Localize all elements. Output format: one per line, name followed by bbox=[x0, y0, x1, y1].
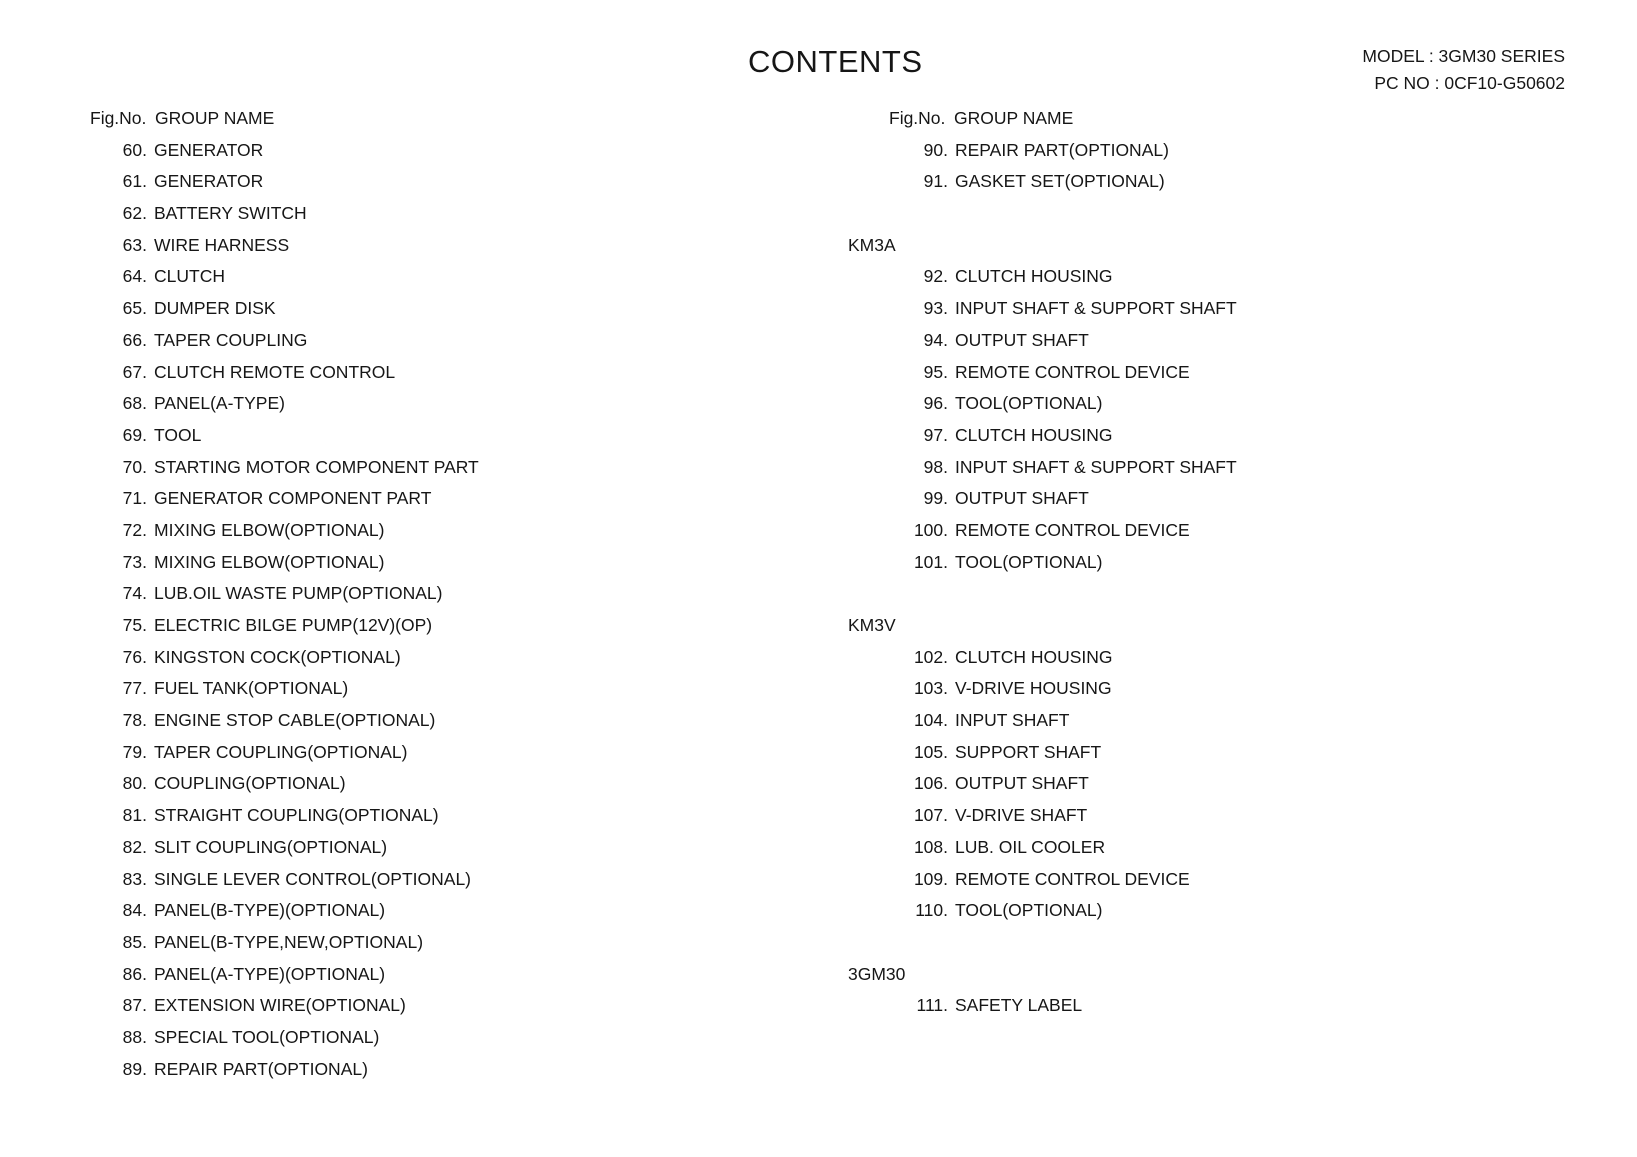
fig-no: 93. bbox=[923, 298, 948, 319]
toc-item bbox=[90, 1054, 479, 1086]
fig-no: 107. bbox=[913, 805, 948, 826]
fig-no: 80. bbox=[122, 773, 147, 794]
group-name: CLUTCH HOUSING bbox=[955, 646, 1113, 667]
section-label: KM3V bbox=[848, 615, 896, 635]
group-name: V-DRIVE HOUSING bbox=[955, 678, 1112, 699]
group-name: SUPPORT SHAFT bbox=[955, 741, 1102, 762]
toc-item bbox=[848, 832, 1237, 864]
toc-list-right bbox=[848, 135, 1237, 1022]
fig-no: 62. bbox=[122, 203, 147, 224]
fig-no: 96. bbox=[923, 393, 948, 414]
fig-no: 97. bbox=[923, 424, 948, 445]
column-header-right bbox=[848, 103, 1237, 135]
toc-item bbox=[848, 705, 1237, 737]
row-spacer bbox=[848, 927, 1237, 959]
toc-item bbox=[90, 578, 479, 610]
group-name-header: GROUP NAME bbox=[954, 108, 1074, 128]
group-name: REPAIR PART(OPTIONAL) bbox=[154, 1058, 368, 1079]
toc-item bbox=[848, 420, 1237, 452]
group-name: REPAIR PART(OPTIONAL) bbox=[955, 139, 1169, 160]
toc-list-left bbox=[90, 135, 479, 1086]
toc-item bbox=[848, 642, 1237, 674]
group-name: CLUTCH HOUSING bbox=[955, 266, 1113, 287]
group-name: TOOL(OPTIONAL) bbox=[955, 393, 1103, 414]
group-name: SPECIAL TOOL(OPTIONAL) bbox=[154, 1026, 380, 1047]
fig-no: 92. bbox=[923, 266, 948, 287]
fig-no: 64. bbox=[122, 266, 147, 287]
fig-no: 100. bbox=[913, 519, 948, 540]
toc-item bbox=[848, 135, 1237, 167]
fig-no-header: Fig.No. bbox=[90, 108, 147, 128]
group-name: INPUT SHAFT & SUPPORT SHAFT bbox=[955, 456, 1237, 477]
toc-item bbox=[90, 388, 479, 420]
toc-item bbox=[90, 895, 479, 927]
fig-no: 68. bbox=[122, 393, 147, 414]
fig-no: 76. bbox=[122, 646, 147, 667]
fig-no: 89. bbox=[122, 1058, 147, 1079]
fig-no: 95. bbox=[923, 361, 948, 382]
group-name: STARTING MOTOR COMPONENT PART bbox=[154, 456, 479, 477]
toc-item bbox=[848, 673, 1237, 705]
fig-no: 79. bbox=[122, 741, 147, 762]
fig-no: 69. bbox=[122, 424, 147, 445]
toc-column-right bbox=[848, 103, 1237, 1022]
toc-item bbox=[90, 768, 479, 800]
fig-no-header: Fig.No. bbox=[889, 108, 946, 128]
group-name: MIXING ELBOW(OPTIONAL) bbox=[154, 519, 385, 540]
toc-item bbox=[848, 166, 1237, 198]
fig-no: 83. bbox=[122, 868, 147, 889]
row-spacer bbox=[848, 578, 1237, 610]
fig-no: 111. bbox=[916, 995, 948, 1016]
fig-no: 101. bbox=[913, 551, 948, 572]
group-name: DUMPER DISK bbox=[154, 298, 276, 319]
section-heading bbox=[848, 610, 1237, 642]
fig-no: 77. bbox=[122, 678, 147, 699]
toc-item bbox=[90, 673, 479, 705]
group-name: SINGLE LEVER CONTROL(OPTIONAL) bbox=[154, 868, 472, 889]
fig-no: 94. bbox=[923, 329, 948, 350]
toc-item bbox=[90, 705, 479, 737]
row-spacer bbox=[848, 198, 1237, 230]
group-name: SLIT COUPLING(OPTIONAL) bbox=[154, 836, 388, 857]
toc-item bbox=[90, 230, 479, 262]
toc-item bbox=[848, 547, 1237, 579]
group-name: GENERATOR bbox=[154, 139, 264, 160]
toc-item bbox=[848, 325, 1237, 357]
fig-no: 86. bbox=[122, 963, 147, 984]
group-name: OUTPUT SHAFT bbox=[955, 329, 1089, 350]
fig-no: 84. bbox=[122, 900, 147, 921]
fig-no: 72. bbox=[122, 519, 147, 540]
toc-item bbox=[90, 990, 479, 1022]
toc-item bbox=[848, 800, 1237, 832]
toc-item bbox=[90, 293, 479, 325]
toc-item bbox=[90, 198, 479, 230]
fig-no: 90. bbox=[923, 139, 948, 160]
group-name: PANEL(A-TYPE)(OPTIONAL) bbox=[154, 963, 386, 984]
toc-item bbox=[90, 959, 479, 991]
toc-item bbox=[90, 1022, 479, 1054]
toc-item bbox=[90, 800, 479, 832]
fig-no: 85. bbox=[122, 931, 147, 952]
fig-no: 65. bbox=[122, 298, 147, 319]
toc-item bbox=[90, 642, 479, 674]
pc-no-line: PC NO : 0CF10-G50602 bbox=[1374, 73, 1565, 93]
toc-item bbox=[90, 452, 479, 484]
toc-item bbox=[848, 452, 1237, 484]
group-name: LUB. OIL COOLER bbox=[955, 836, 1106, 857]
group-name: STRAIGHT COUPLING(OPTIONAL) bbox=[154, 805, 439, 826]
fig-no: 110. bbox=[915, 900, 948, 921]
toc-item bbox=[848, 357, 1237, 389]
toc-item bbox=[848, 483, 1237, 515]
fig-no: 71. bbox=[122, 488, 147, 509]
toc-item bbox=[90, 515, 479, 547]
toc-item bbox=[90, 832, 479, 864]
group-name: ELECTRIC BILGE PUMP(12V)(OP) bbox=[154, 615, 433, 635]
fig-no: 73. bbox=[122, 551, 147, 572]
group-name-header: GROUP NAME bbox=[155, 108, 275, 128]
group-name: INPUT SHAFT bbox=[955, 710, 1070, 731]
toc-item bbox=[90, 483, 479, 515]
fig-no: 98. bbox=[923, 456, 948, 477]
group-name: INPUT SHAFT & SUPPORT SHAFT bbox=[955, 298, 1237, 319]
group-name: TOOL(OPTIONAL) bbox=[955, 551, 1103, 572]
toc-item bbox=[848, 895, 1237, 927]
fig-no: 108. bbox=[913, 836, 948, 857]
group-name: TAPER COUPLING bbox=[154, 329, 308, 350]
toc-item bbox=[90, 547, 479, 579]
toc-item bbox=[848, 515, 1237, 547]
toc-item bbox=[848, 864, 1237, 896]
fig-no: 104. bbox=[913, 710, 948, 731]
toc-item bbox=[90, 927, 479, 959]
group-name: BATTERY SWITCH bbox=[154, 203, 307, 224]
fig-no: 74. bbox=[122, 583, 147, 604]
toc-item bbox=[90, 420, 479, 452]
fig-no: 70. bbox=[122, 456, 147, 477]
fig-no: 105. bbox=[913, 741, 948, 762]
fig-no: 91. bbox=[923, 171, 948, 192]
group-name: COUPLING(OPTIONAL) bbox=[154, 773, 346, 794]
toc-item bbox=[848, 768, 1237, 800]
group-name: SAFETY LABEL bbox=[955, 995, 1083, 1016]
fig-no: 99. bbox=[923, 488, 948, 509]
fig-no: 78. bbox=[122, 710, 147, 731]
toc-item bbox=[90, 737, 479, 769]
toc-item bbox=[848, 737, 1237, 769]
fig-no: 63. bbox=[122, 234, 147, 255]
toc-item bbox=[90, 325, 479, 357]
group-name: PANEL(B-TYPE,NEW,OPTIONAL) bbox=[154, 931, 424, 952]
group-name: PANEL(A-TYPE) bbox=[154, 393, 285, 414]
section-label: 3GM30 bbox=[848, 963, 906, 984]
section-heading bbox=[848, 959, 1237, 991]
fig-no: 66. bbox=[122, 329, 147, 350]
fig-no: 60. bbox=[122, 139, 147, 160]
group-name: V-DRIVE SHAFT bbox=[955, 805, 1088, 826]
group-name: CLUTCH REMOTE CONTROL bbox=[154, 361, 396, 382]
group-name: GENERATOR bbox=[154, 171, 264, 192]
section-heading bbox=[848, 230, 1237, 262]
toc-item bbox=[90, 166, 479, 198]
group-name: OUTPUT SHAFT bbox=[955, 488, 1089, 509]
toc-item bbox=[848, 990, 1237, 1022]
fig-no: 67. bbox=[122, 361, 147, 382]
group-name: CLUTCH bbox=[154, 266, 225, 287]
group-name: KINGSTON COCK(OPTIONAL) bbox=[154, 646, 401, 667]
group-name: MIXING ELBOW(OPTIONAL) bbox=[154, 551, 385, 572]
fig-no: 106. bbox=[913, 773, 948, 794]
group-name: FUEL TANK(OPTIONAL) bbox=[154, 678, 349, 699]
group-name: GASKET SET(OPTIONAL) bbox=[955, 171, 1165, 192]
fig-no: 102. bbox=[913, 646, 948, 667]
group-name: PANEL(B-TYPE)(OPTIONAL) bbox=[154, 900, 386, 921]
fig-no: 61. bbox=[122, 171, 147, 192]
model-info-block bbox=[1362, 43, 1565, 97]
toc-item bbox=[90, 135, 479, 167]
fig-no: 103. bbox=[913, 678, 948, 699]
toc-item bbox=[848, 388, 1237, 420]
group-name: GENERATOR COMPONENT PART bbox=[154, 488, 432, 509]
group-name: EXTENSION WIRE(OPTIONAL) bbox=[154, 995, 406, 1016]
toc-item bbox=[848, 293, 1237, 325]
toc-item bbox=[90, 357, 479, 389]
group-name: TOOL(OPTIONAL) bbox=[955, 900, 1103, 921]
fig-no: 87. bbox=[122, 995, 147, 1016]
toc-item bbox=[90, 610, 479, 642]
group-name: REMOTE CONTROL DEVICE bbox=[955, 519, 1190, 540]
group-name: REMOTE CONTROL DEVICE bbox=[955, 868, 1190, 889]
model-line: MODEL : 3GM30 SERIES bbox=[1362, 46, 1565, 66]
group-name: REMOTE CONTROL DEVICE bbox=[955, 361, 1190, 382]
toc-item bbox=[90, 864, 479, 896]
column-header-left bbox=[90, 103, 479, 135]
group-name: OUTPUT SHAFT bbox=[955, 773, 1089, 794]
toc-item bbox=[90, 261, 479, 293]
toc-column-left bbox=[90, 103, 479, 1085]
page-title: CONTENTS bbox=[748, 44, 923, 79]
fig-no: 109. bbox=[913, 868, 948, 889]
fig-no: 82. bbox=[122, 836, 147, 857]
toc-item bbox=[848, 261, 1237, 293]
section-label: KM3A bbox=[848, 234, 896, 255]
group-name: WIRE HARNESS bbox=[154, 234, 290, 255]
fig-no: 88. bbox=[122, 1026, 147, 1047]
group-name: TAPER COUPLING(OPTIONAL) bbox=[154, 741, 408, 762]
group-name: LUB.OIL WASTE PUMP(OPTIONAL) bbox=[154, 583, 443, 604]
fig-no: 75. bbox=[122, 615, 147, 635]
group-name: CLUTCH HOUSING bbox=[955, 424, 1113, 445]
fig-no: 81. bbox=[122, 805, 147, 826]
group-name: ENGINE STOP CABLE(OPTIONAL) bbox=[154, 710, 436, 731]
group-name: TOOL bbox=[154, 424, 202, 445]
